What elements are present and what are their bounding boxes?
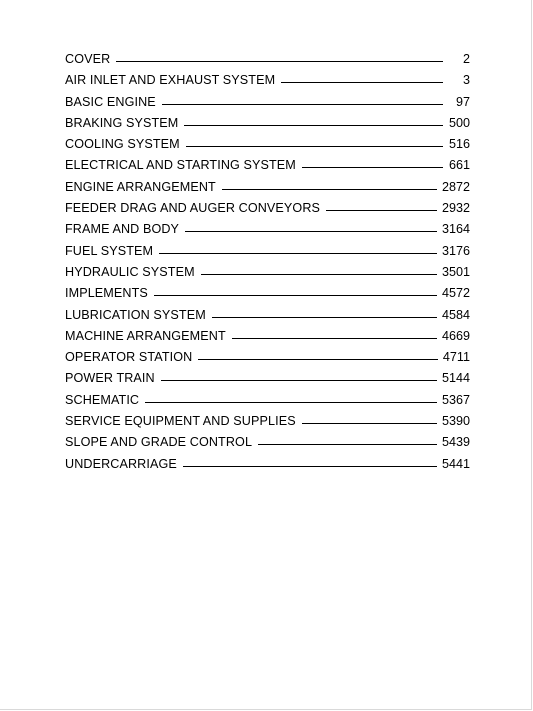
toc-leader-line (159, 253, 437, 254)
toc-leader-line (258, 444, 437, 445)
toc-entry-page: 4584 (441, 307, 470, 322)
toc-leader-line (212, 317, 437, 318)
toc-entry-page: 4711 (442, 350, 470, 365)
toc-entry-title: BRAKING SYSTEM (65, 115, 179, 130)
toc-entry-page: 500 (448, 115, 470, 130)
toc-leader-line (116, 61, 443, 62)
toc-entry[interactable] (65, 134, 470, 155)
toc-leader-line (232, 338, 437, 339)
toc-leader-line (222, 189, 437, 190)
toc-entry[interactable] (65, 219, 470, 240)
toc-leader-line (281, 82, 443, 83)
toc-leader-line (145, 402, 437, 403)
table-of-contents (65, 49, 470, 475)
toc-entry[interactable] (65, 347, 470, 368)
toc-entry-page: 5441 (441, 456, 470, 471)
toc-entry-page: 516 (448, 137, 470, 152)
toc-leader-line (302, 423, 437, 424)
toc-leader-line (186, 146, 443, 147)
toc-entry-page: 4669 (441, 328, 470, 343)
toc-leader-line (198, 359, 438, 360)
toc-entry[interactable] (65, 305, 470, 326)
toc-leader-line (184, 125, 443, 126)
toc-entry-title: SCHEMATIC (65, 392, 140, 407)
toc-entry[interactable] (65, 326, 470, 347)
toc-entry-page: 3164 (441, 222, 470, 237)
toc-entry-title: COVER (65, 52, 111, 66)
toc-entry-page: 2932 (441, 201, 470, 216)
toc-entry-title: MACHINE ARRANGEMENT (65, 328, 226, 343)
toc-entry-page: 5439 (441, 435, 470, 450)
toc-entry[interactable] (65, 432, 470, 453)
toc-entry-title: IMPLEMENTS (65, 286, 148, 301)
toc-leader-line (154, 295, 437, 296)
toc-entry-title: OPERATOR STATION (65, 350, 193, 365)
toc-entry[interactable] (65, 198, 470, 219)
toc-entry-title: COOLING SYSTEM (65, 137, 180, 152)
toc-entry[interactable] (65, 92, 470, 113)
toc-entry[interactable] (65, 411, 470, 432)
toc-leader-line (326, 210, 437, 211)
toc-entry-title: ENGINE ARRANGEMENT (65, 179, 216, 194)
toc-entry-title: AIR INLET AND EXHAUST SYSTEM (65, 73, 276, 88)
toc-entry[interactable] (65, 262, 470, 283)
toc-entry-page: 2872 (441, 179, 470, 194)
toc-entry-title: FEEDER DRAG AND AUGER CONVEYORS (65, 201, 321, 216)
toc-entry-page: 97 (455, 94, 470, 109)
toc-entry-page: 5144 (441, 371, 470, 386)
toc-entry[interactable] (65, 155, 470, 176)
toc-leader-line (183, 466, 437, 467)
toc-entry[interactable] (65, 113, 470, 134)
toc-entry[interactable] (65, 70, 470, 91)
toc-entry[interactable] (65, 49, 470, 70)
toc-entry-page: 5367 (441, 392, 470, 407)
toc-entry[interactable] (65, 241, 470, 262)
toc-leader-line (162, 104, 443, 105)
toc-entry-page: 5390 (441, 414, 470, 429)
toc-entry-title: SERVICE EQUIPMENT AND SUPPLIES (65, 414, 296, 429)
toc-entry-page: 4572 (441, 286, 470, 301)
toc-entry-page: 3176 (441, 243, 470, 258)
toc-entry[interactable] (65, 283, 470, 304)
toc-entry-title: FRAME AND BODY (65, 222, 180, 237)
toc-entry-page: 661 (448, 158, 470, 173)
toc-entry-title: ELECTRICAL AND STARTING SYSTEM (65, 158, 296, 173)
toc-entry-page: 3501 (441, 264, 470, 279)
toc-entry[interactable] (65, 390, 470, 411)
toc-entry[interactable] (65, 177, 470, 198)
toc-entry-title: UNDERCARRIAGE (65, 456, 177, 471)
toc-leader-line (302, 167, 443, 168)
toc-entry-title: HYDRAULIC SYSTEM (65, 264, 195, 279)
toc-entry[interactable] (65, 368, 470, 389)
toc-entry[interactable] (65, 454, 470, 475)
toc-entry-title: SLOPE AND GRADE CONTROL (65, 435, 253, 450)
toc-leader-line (161, 380, 437, 381)
toc-entry-title: FUEL SYSTEM (65, 243, 154, 258)
toc-entry-title: BASIC ENGINE (65, 94, 156, 109)
toc-entry-title: LUBRICATION SYSTEM (65, 307, 206, 322)
toc-leader-line (185, 231, 437, 232)
toc-entry-page: 2 (462, 52, 470, 66)
toc-entry-title: POWER TRAIN (65, 371, 155, 386)
toc-entry-page: 3 (462, 73, 470, 88)
toc-leader-line (201, 274, 437, 275)
